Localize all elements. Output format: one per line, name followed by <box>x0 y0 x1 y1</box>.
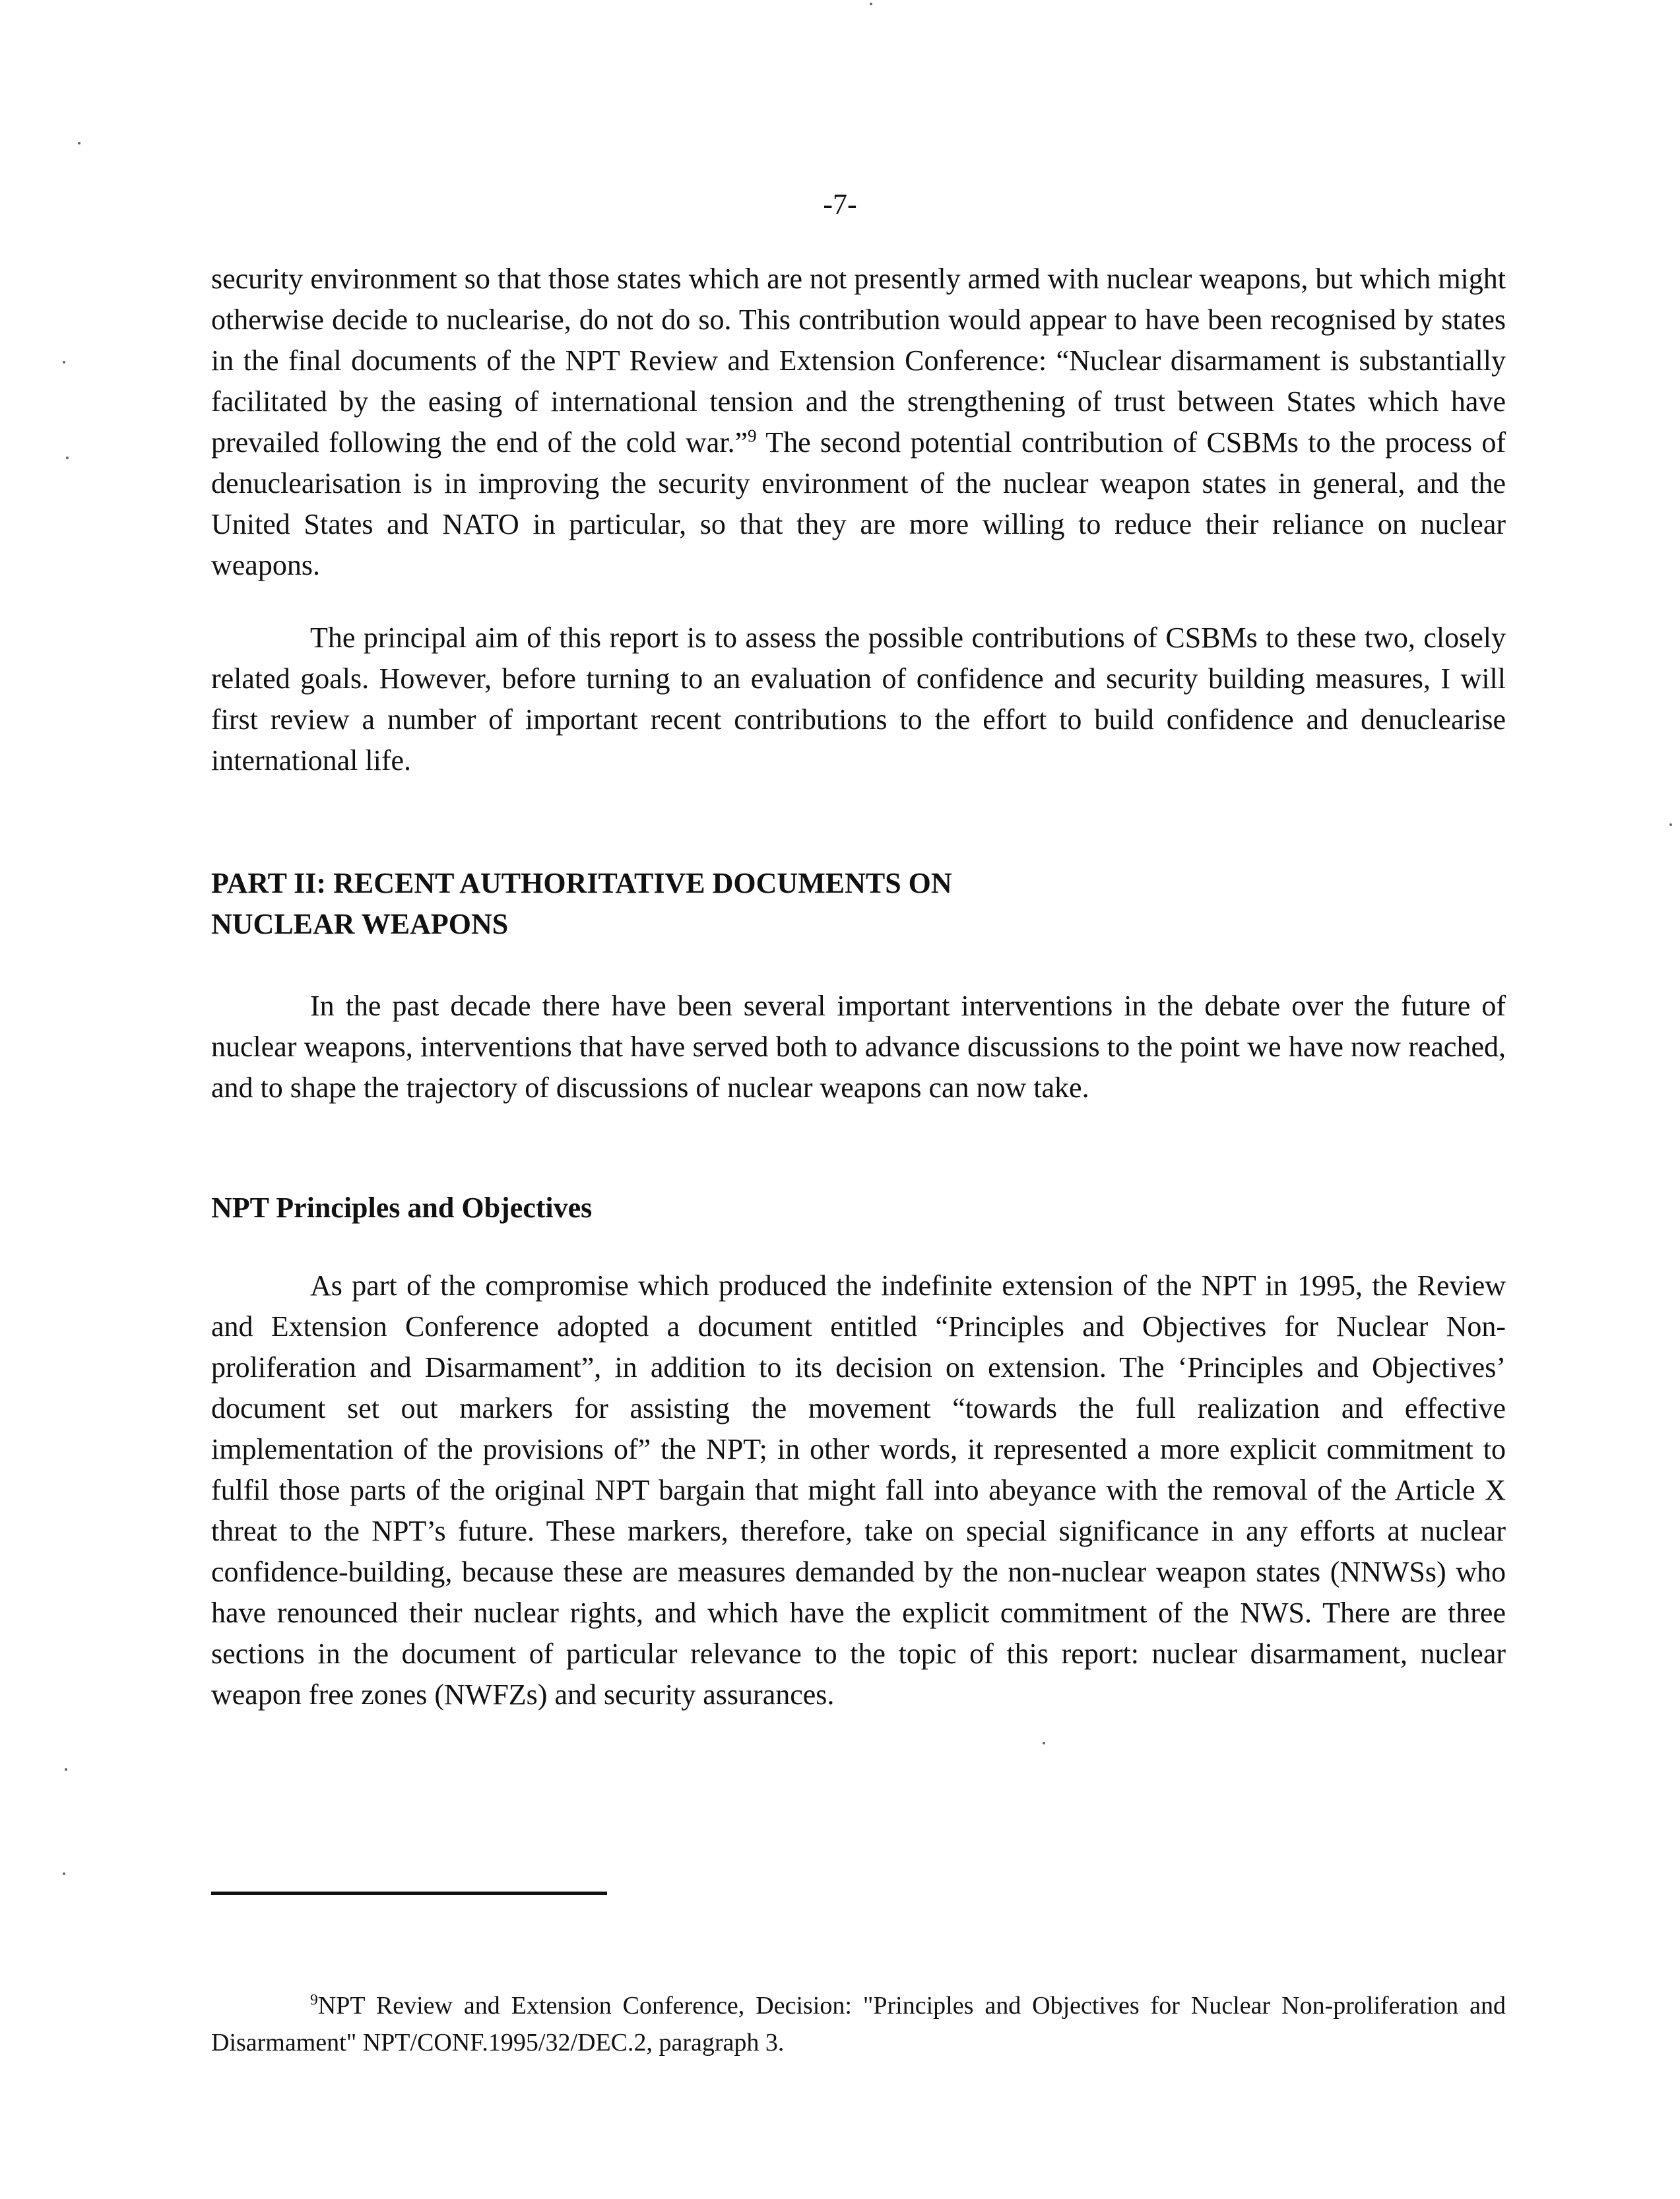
footnote-reference: 9 <box>748 426 757 446</box>
heading-line-2: NUCLEAR WEAPONS <box>211 908 509 940</box>
paragraph-security-environment <box>211 259 1506 586</box>
scan-speck <box>870 3 872 5</box>
subheading-npt-principles: NPT Principles and Objectives <box>211 1192 593 1224</box>
footnote-marker: 9 <box>310 1991 318 2009</box>
footnote-divider <box>211 1892 607 1895</box>
paragraph-past-decade: In the past decade there have been several important interventions in the debate over the future of nuclear weapons, interventions that have served both to advance discussions to the point we have now reached, and to shape the trajectory of discussions of nuclear weapons can now take. <box>211 990 1506 1104</box>
page-number: -7- <box>823 188 857 220</box>
scan-speck <box>65 1768 67 1771</box>
footnote-text: NPT Review and Extension Conference, Decision: "Principles and Objectives for Nuclear Non-proliferation and Disarmament" NPT/CONF.1995/32/DEC.2, paragraph 3. <box>211 1992 1506 2056</box>
scan-speck <box>63 1872 65 1875</box>
paragraph-text-continued: The second potential contribution of CSBMs to the process of denuclearisation is in improving the security environment of the nuclear weapon states in general, and the United States and NATO in particular, so that they are more willing to reduce their reliance on nuclear weapons. <box>211 426 1506 581</box>
paragraph-npt-compromise: As part of the compromise which produced the indefinite extension of the NPT in 1995, the Review and Extension Conference adopted a document entitled “Principles and Objectives for Nuclear Non-proliferation and Disarmament”, in addition to its decision on extension. The ‘Principles and Objectives’ document set out markers for assisting the movement “towards the full realization and effective implementation of the provisions of” the NPT; in other words, it represented a more explicit commitment to fulfil those parts of the original NPT bargain that might fall into abeyance with the removal of the Article X threat to the NPT’s future. These markers, therefore, take on special significance in any efforts at nuclear confidence-building, because these are measures demanded by the non-nuclear weapon states (NNWSs) who have renounced their nuclear rights, and which have the explicit commitment of the NWS. There are three sections in the document of particular relevance to the topic of this report: nuclear disarmament, nuclear weapon free zones (NWFZs) and security assurances. <box>211 1269 1506 1711</box>
footnote <box>211 1987 1506 2061</box>
scan-speck <box>1669 823 1672 826</box>
scan-speck <box>63 361 65 364</box>
scan-speck <box>66 457 69 459</box>
scan-speck <box>1043 1742 1045 1744</box>
paragraph-principal-aim: The principal aim of this report is to assess the possible contributions of CSBMs to these two, closely related goals. However, before turning to an evaluation of confidence and security building measures, I will first review a number of important recent contributions to the effort to build confidence and denuclearise international life. <box>211 621 1506 777</box>
paragraph-text: security environment so that those states which are not presently armed with nuclear weapons, but which might otherwise decide to nuclearise, do not do so. This contribution would appear to have been recognised by states in the final documents of the NPT Review and Extension Conference: “Nuclear disarmament is substantially facilitated by the easing of international tension and the strengthening of trust between States which have prevailed following the end of the cold war.” <box>211 263 1506 459</box>
scan-speck <box>78 142 81 144</box>
section-heading-part-ii <box>211 863 1201 945</box>
heading-line-1: PART II: RECENT AUTHORITATIVE DOCUMENTS ON <box>211 867 952 899</box>
